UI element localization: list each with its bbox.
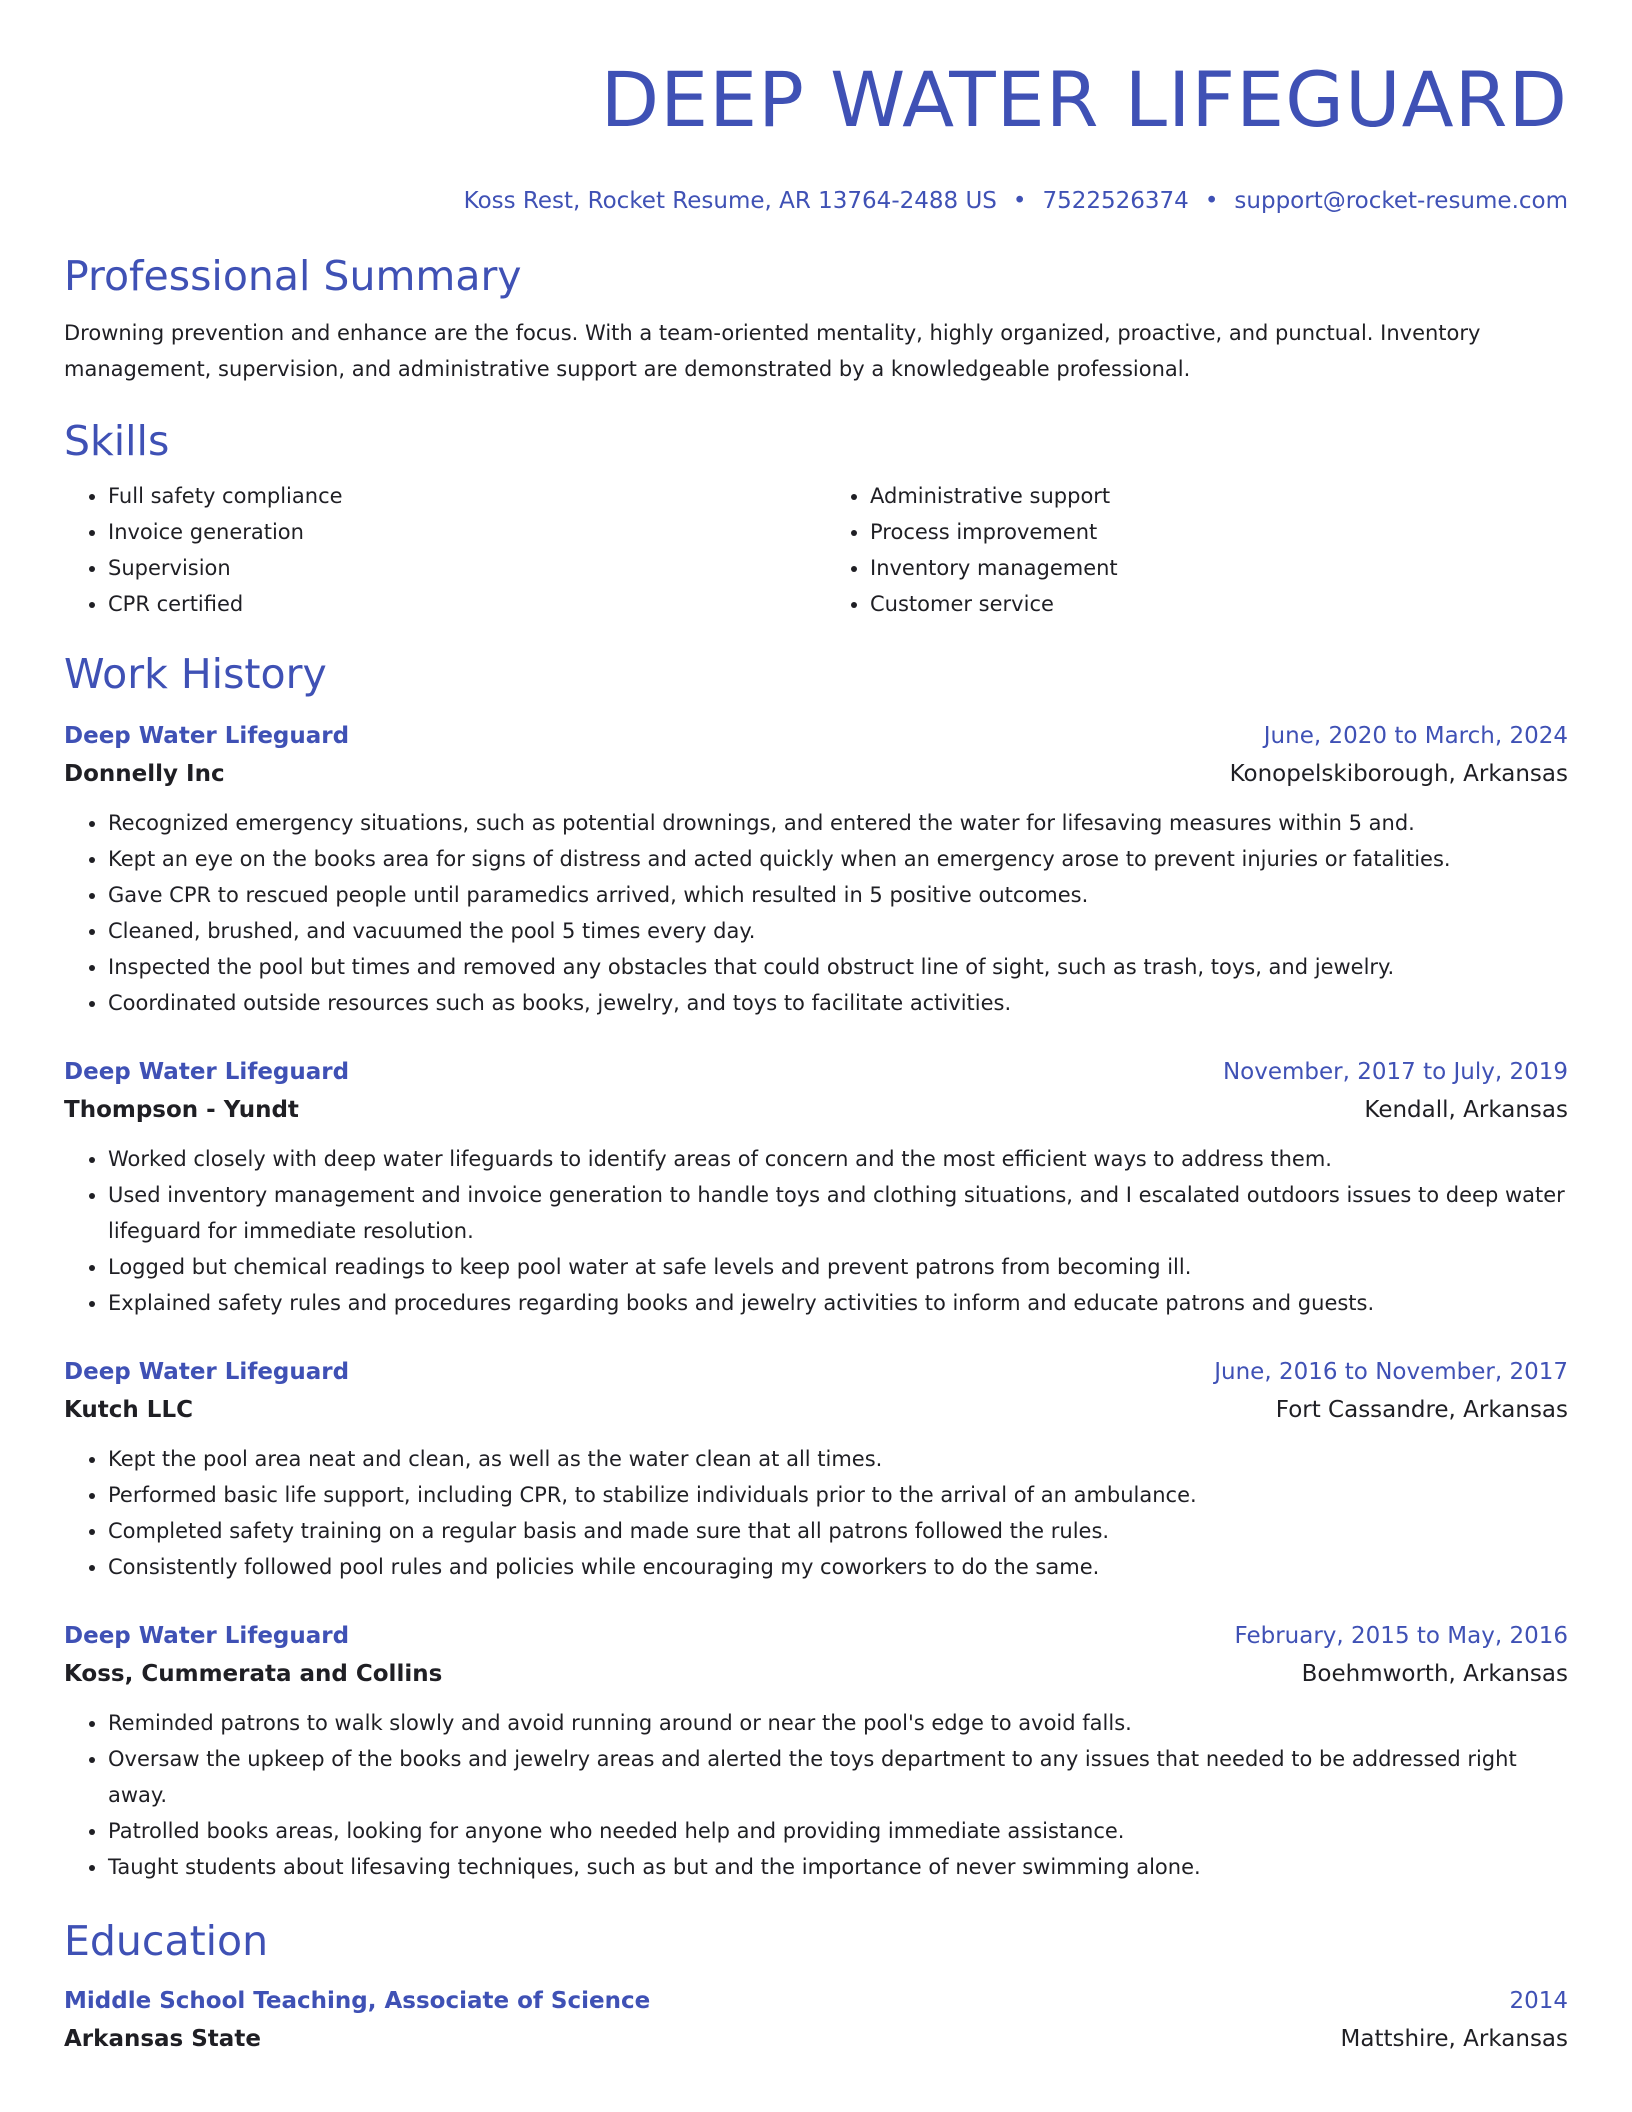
job-bullet: • Patrolled books areas, looking for anyone who needed help and providing immediate assistance.	[108, 1813, 1568, 1849]
contact-line	[64, 188, 1568, 216]
job-role: Deep Water Lifeguard	[64, 723, 350, 750]
job-bullet: • Explained safety rules and procedures regarding books and jewelry activities to inform and educate patrons and guests.	[108, 1285, 1568, 1321]
job-entry	[64, 717, 1568, 1021]
job-entry	[64, 1353, 1568, 1585]
job-dates: February, 2015 to May, 2016	[1234, 1623, 1568, 1650]
job-bullet: • Completed safety training on a regular basis and made sure that all patrons followed the rules.	[108, 1513, 1568, 1549]
education-school: Arkansas State	[64, 2026, 261, 2053]
education-degree: Middle School Teaching, Associate of Science	[64, 1988, 651, 2015]
job-location: Kendall, Arkansas	[1364, 1097, 1568, 1124]
job-dates: June, 2020 to March, 2024	[1263, 723, 1568, 750]
phone: 7522526374	[1042, 188, 1189, 214]
job-bullet: • Gave CPR to rescued people until paramedics arrived, which resulted in 5 positive outcomes.	[108, 877, 1568, 913]
job-bullet: • Reminded patrons to walk slowly and avoid running around or near the pool's edge to avoid falls.	[108, 1705, 1568, 1741]
job-bullets	[64, 1141, 1568, 1321]
job-bullet: • Used inventory management and invoice generation to handle toys and clothing situations, and I escalated outdoors issues to deep water lifeguard for immediate resolution.	[108, 1177, 1568, 1249]
job-entry	[64, 1617, 1568, 1885]
job-bullet: • Consistently followed pool rules and policies while encouraging my coworkers to do the same.	[108, 1549, 1568, 1585]
job-dates: November, 2017 to July, 2019	[1222, 1059, 1568, 1086]
education-entry	[64, 1982, 1568, 2058]
job-role: Deep Water Lifeguard	[64, 1359, 350, 1386]
skills-list-left	[64, 478, 806, 622]
job-bullets	[64, 1441, 1568, 1585]
job-company: Kutch LLC	[64, 1397, 193, 1424]
job-location: Fort Cassandre, Arkansas	[1275, 1397, 1568, 1424]
job-entry	[64, 1053, 1568, 1321]
resume-page	[64, 0, 1568, 2058]
skill-item: • Administrative support	[870, 478, 1568, 514]
skill-item: • Full safety compliance	[108, 478, 806, 514]
summary-text: Drowning prevention and enhance are the focus. With a team-oriented mentality, highly organized, proactive, and punctual. Inventory management, supervision, and administrative support are demonstrated by a knowledgeable professional.	[64, 320, 1481, 381]
job-bullet: • Worked closely with deep water lifeguards to identify areas of concern and the most efficient ways to address them.	[108, 1141, 1568, 1177]
skills-heading: Skills	[64, 416, 170, 465]
job-bullet: • Coordinated outside resources such as books, jewelry, and toys to facilitate activities.	[108, 985, 1568, 1021]
job-bullets	[64, 1705, 1568, 1885]
job-bullet: • Cleaned, brushed, and vacuumed the pool 5 times every day.	[108, 913, 1568, 949]
education-heading: Education	[64, 1917, 269, 1966]
job-bullet: • Logged but chemical readings to keep pool water at safe levels and prevent patrons from becoming ill.	[108, 1249, 1568, 1285]
job-company: Donnelly Inc	[64, 761, 225, 788]
job-location: Boehmworth, Arkansas	[1301, 1661, 1568, 1688]
skills-grid	[64, 478, 1568, 622]
skill-item: • Inventory management	[870, 550, 1568, 586]
job-bullets	[64, 805, 1568, 1021]
skill-item: • Process improvement	[870, 514, 1568, 550]
job-bullet: • Kept an eye on the books area for signs of distress and acted quickly when an emergency arose to prevent injuries or fatalities.	[108, 841, 1568, 877]
job-role: Deep Water Lifeguard	[64, 1059, 350, 1086]
contact-separator: •	[1012, 188, 1027, 214]
job-bullet: • Kept the pool area neat and clean, as well as the water clean at all times.	[108, 1441, 1568, 1477]
skill-item: • Invoice generation	[108, 514, 806, 550]
skills-list-right	[826, 478, 1568, 622]
summary-heading: Professional Summary	[64, 251, 522, 300]
job-bullet: • Recognized emergency situations, such as potential drownings, and entered the water for lifesaving measures within 5 and.	[108, 805, 1568, 841]
address: Koss Rest, Rocket Resume, AR 13764-2488 US	[463, 188, 997, 214]
resume-name: DEEP WATER LIFEGUARD	[600, 55, 1568, 144]
job-company: Koss, Cummerata and Collins	[64, 1661, 443, 1688]
work-history-heading: Work History	[64, 649, 327, 698]
job-bullet: • Taught students about lifesaving techniques, such as but and the importance of never swimming alone.	[108, 1849, 1568, 1885]
skill-item: • CPR certified	[108, 586, 806, 622]
job-role: Deep Water Lifeguard	[64, 1623, 350, 1650]
job-bullet: • Inspected the pool but times and removed any obstacles that could obstruct line of sight, such as trash, toys, and jewelry.	[108, 949, 1568, 985]
skill-item: • Customer service	[870, 586, 1568, 622]
job-bullet: • Oversaw the upkeep of the books and jewelry areas and alerted the toys department to any issues that needed to be addressed right away.	[108, 1741, 1568, 1813]
job-dates: June, 2016 to November, 2017	[1214, 1359, 1568, 1386]
education-location: Mattshire, Arkansas	[1340, 2026, 1568, 2053]
email: support@rocket-resume.com	[1234, 188, 1568, 214]
job-location: Konopelskiborough, Arkansas	[1229, 761, 1568, 788]
education-year: 2014	[1509, 1988, 1568, 2015]
job-bullet: • Performed basic life support, including CPR, to stabilize individuals prior to the arrival of an ambulance.	[108, 1477, 1568, 1513]
job-company: Thompson - Yundt	[64, 1097, 299, 1124]
contact-separator: •	[1204, 188, 1219, 214]
skill-item: • Supervision	[108, 550, 806, 586]
